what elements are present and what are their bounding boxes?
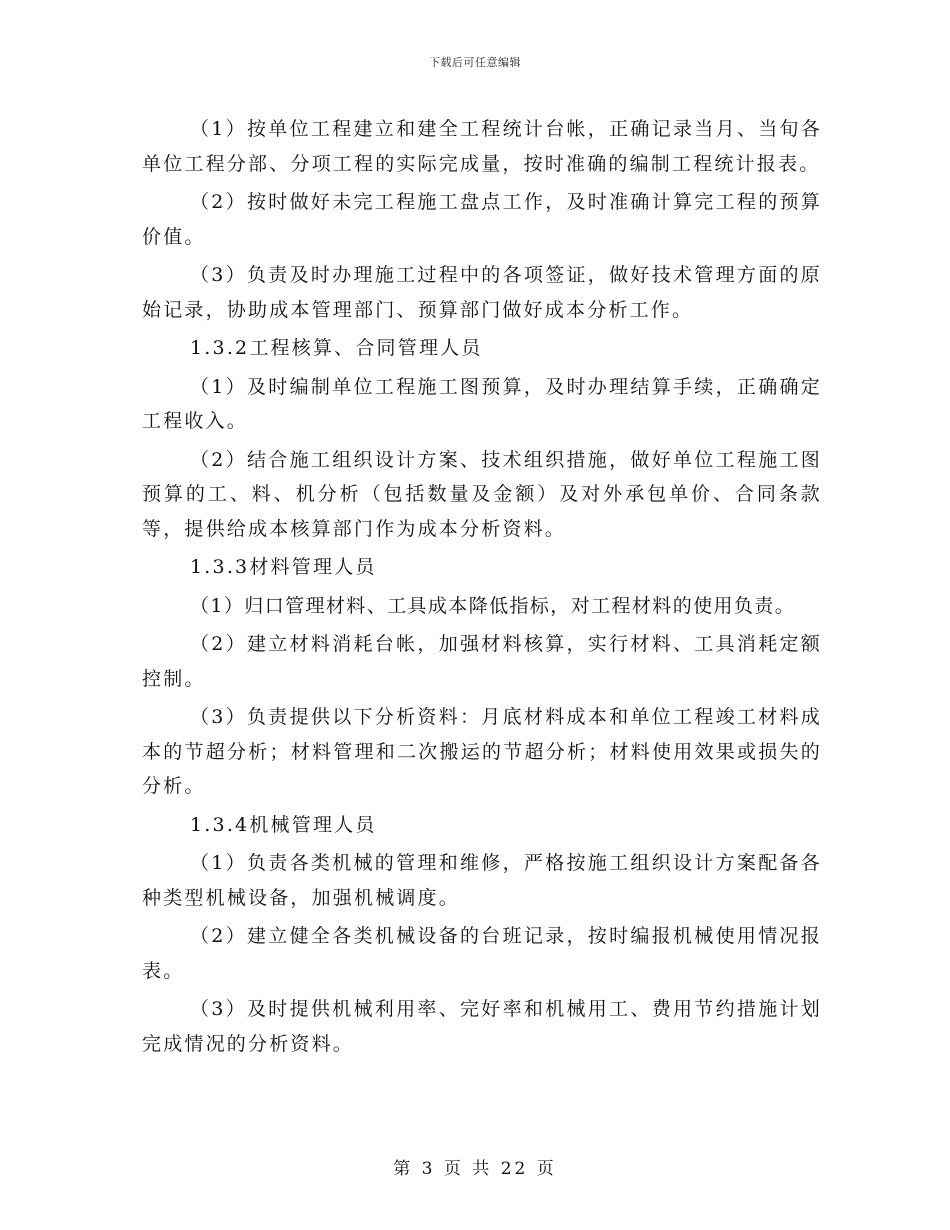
section-heading-1-3-2: 1.3.2工程核算、合同管理人员	[190, 337, 483, 359]
section-heading-1-3-4: 1.3.4机械管理人员	[190, 813, 377, 836]
page-header: 下载后可任意编辑	[429, 56, 521, 69]
paragraph-1: （1）按单位工程建立和建全工程统计台帐，正确记录当月、当旬各单位工程分部、分项工程的实际完成量，按时准确的编制工程统计报表。	[142, 118, 822, 175]
paragraph-7: （2）建立材料消耗台帐，加强材料核算，实行材料、工具消耗定额控制。	[142, 633, 822, 690]
paragraph-6: （1）归口管理材料、工具成本降低指标，对工程材料的使用负责。	[190, 594, 796, 617]
page-footer: 第 3 页 共 22 页	[393, 1159, 557, 1179]
paragraph-8: （3）负责提供以下分析资料：月底材料成本和单位工程竣工材料成本的节超分析；材料管理和二次搬运的节超分析；材料使用效果或损失的分析。	[142, 706, 822, 797]
paragraph-3: （3）负责及时办理施工过程中的各项签证，做好技术管理方面的原始记录，协助成本管理部门、预算部门做好成本分析工作。	[142, 264, 822, 321]
paragraph-9: （1）负责各类机械的管理和维修，严格按施工组织设计方案配备各种类型机械设备，加强机械调度。	[142, 852, 822, 909]
section-heading-1-3-3: 1.3.3材料管理人员	[190, 556, 377, 578]
paragraph-11: （3）及时提供机械利用率、完好率和机械用工、费用节约措施计划完成情况的分析资料。	[142, 998, 822, 1055]
document-body	[142, 112, 822, 1065]
paragraph-10: （2）建立健全各类机械设备的台班记录，按时编报机械使用情况报表。	[142, 925, 822, 982]
paragraph-5: （2）结合施工组织设计方案、技术组织措施，做好单位工程施工图预算的工、料、机分析（包括数量及金额）及对外承包单价、合同条款等，提供给成本核算部门作为成本分析资料。	[142, 448, 822, 540]
paragraph-2: （2）按时做好未完工程施工盘点工作，及时准确计算完工程的预算价值。	[142, 191, 822, 248]
paragraph-4: （1）及时编制单位工程施工图预算，及时办理结算手续，正确确定工程收入。	[142, 375, 822, 432]
